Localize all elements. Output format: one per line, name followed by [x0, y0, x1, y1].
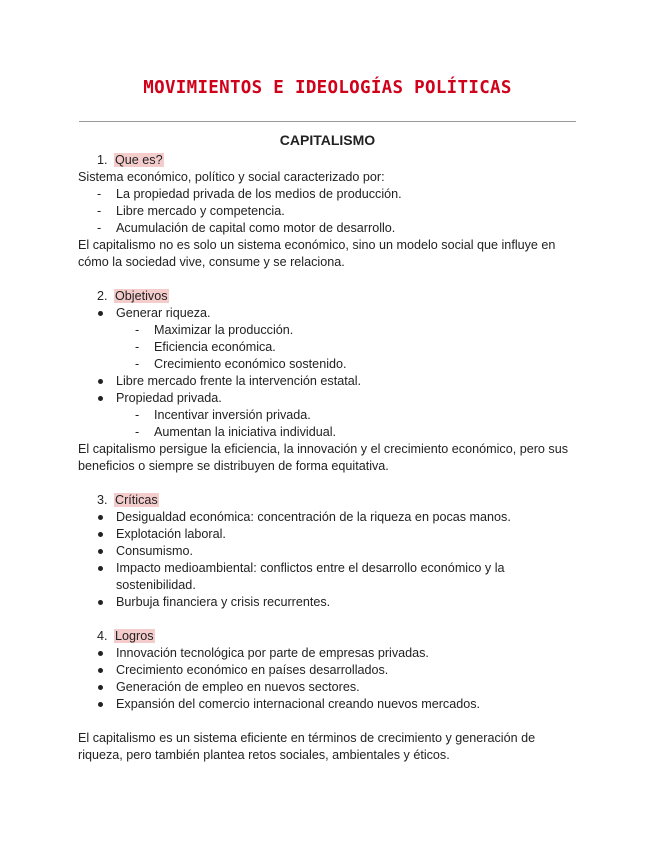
sub-list-item: Maximizar la producción. [154, 323, 294, 337]
bullet-marker [98, 515, 103, 520]
list-item: Explotación laboral. [116, 527, 226, 541]
section-heading-criticas [114, 492, 159, 509]
bullet-marker [98, 685, 103, 690]
sub-list-item: Eficiencia económica. [154, 340, 276, 354]
section-heading-logros [114, 628, 155, 645]
highlighted-heading: Objetivos [115, 289, 168, 303]
list-item: Impacto medioambiental: conflictos entre el desarrollo económico y la [116, 561, 505, 575]
horizontal-divider [79, 121, 576, 122]
dash-marker: - [135, 425, 140, 439]
paragraph-line: El capitalismo no es solo un sistema económico, sino un modelo social que influye en [78, 238, 556, 252]
section-number: 3. [97, 493, 108, 507]
highlighted-heading: Críticas [115, 493, 158, 507]
dash-marker: - [135, 340, 140, 354]
bullet-marker [98, 311, 103, 316]
list-item: Propiedad privada. [116, 391, 222, 405]
list-item: Generar riqueza. [116, 306, 211, 320]
section-heading-que-es [114, 152, 164, 169]
conclusion-line: riqueza, pero también plantea retos sociales, ambientales y éticos. [78, 748, 450, 762]
section-number: 1. [97, 153, 108, 167]
highlighted-heading: Que es? [115, 153, 163, 167]
bullet-marker [98, 651, 103, 656]
bullet-marker [98, 566, 103, 571]
paragraph-line: beneficios o siempre se distribuyen de forma equitativa. [78, 459, 389, 473]
dash-marker: - [135, 323, 140, 337]
list-item: Burbuja financiera y crisis recurrentes. [116, 595, 331, 609]
list-item: Generación de empleo en nuevos sectores. [116, 680, 360, 694]
list-item: Acumulación de capital como motor de desarrollo. [116, 221, 396, 235]
dash-marker: - [97, 221, 102, 235]
list-item: Crecimiento económico en países desarrollados. [116, 663, 389, 677]
list-item: Libre mercado y competencia. [116, 204, 285, 218]
paragraph-line: El capitalismo persigue la eficiencia, la innovación y el crecimiento económico, pero sus [78, 442, 569, 456]
dash-marker: - [135, 408, 140, 422]
list-item-continuation: sostenibilidad. [116, 578, 196, 592]
paragraph-line: cómo la sociedad vive, consume y se relaciona. [78, 255, 345, 269]
bullet-marker [98, 396, 103, 401]
bullet-marker [98, 600, 103, 605]
section-number: 4. [97, 629, 108, 643]
list-item: Consumismo. [116, 544, 193, 558]
bullet-marker [98, 668, 103, 673]
dash-marker: - [97, 187, 102, 201]
bullet-marker [98, 549, 103, 554]
dash-marker: - [97, 204, 102, 218]
section-intro: Sistema económico, político y social caracterizado por: [78, 170, 385, 184]
list-item: Libre mercado frente la intervención estatal. [116, 374, 362, 388]
section-heading-objetivos [114, 288, 169, 305]
sub-list-item: Crecimiento económico sostenido. [154, 357, 347, 371]
bullet-marker [98, 702, 103, 707]
conclusion-line: El capitalismo es un sistema eficiente en términos de crecimiento y generación de [78, 731, 536, 745]
list-item: Expansión del comercio internacional creando nuevos mercados. [116, 697, 481, 711]
list-item: Innovación tecnológica por parte de empresas privadas. [116, 646, 429, 660]
sub-list-item: Incentivar inversión privada. [154, 408, 311, 422]
document-subtitle: CAPITALISMO [279, 132, 376, 148]
list-item: La propiedad privada de los medios de producción. [116, 187, 402, 201]
section-number: 2. [97, 289, 108, 303]
sub-list-item: Aumentan la iniciativa individual. [154, 425, 337, 439]
bullet-marker [98, 532, 103, 537]
bullet-marker [98, 379, 103, 384]
list-item: Desigualdad económica: concentración de la riqueza en pocas manos. [116, 510, 511, 524]
highlighted-heading: Logros [115, 629, 154, 643]
dash-marker: - [135, 357, 140, 371]
document-title: MOVIMIENTOS E IDEOLOGÍAS POLÍTICAS [143, 78, 512, 98]
